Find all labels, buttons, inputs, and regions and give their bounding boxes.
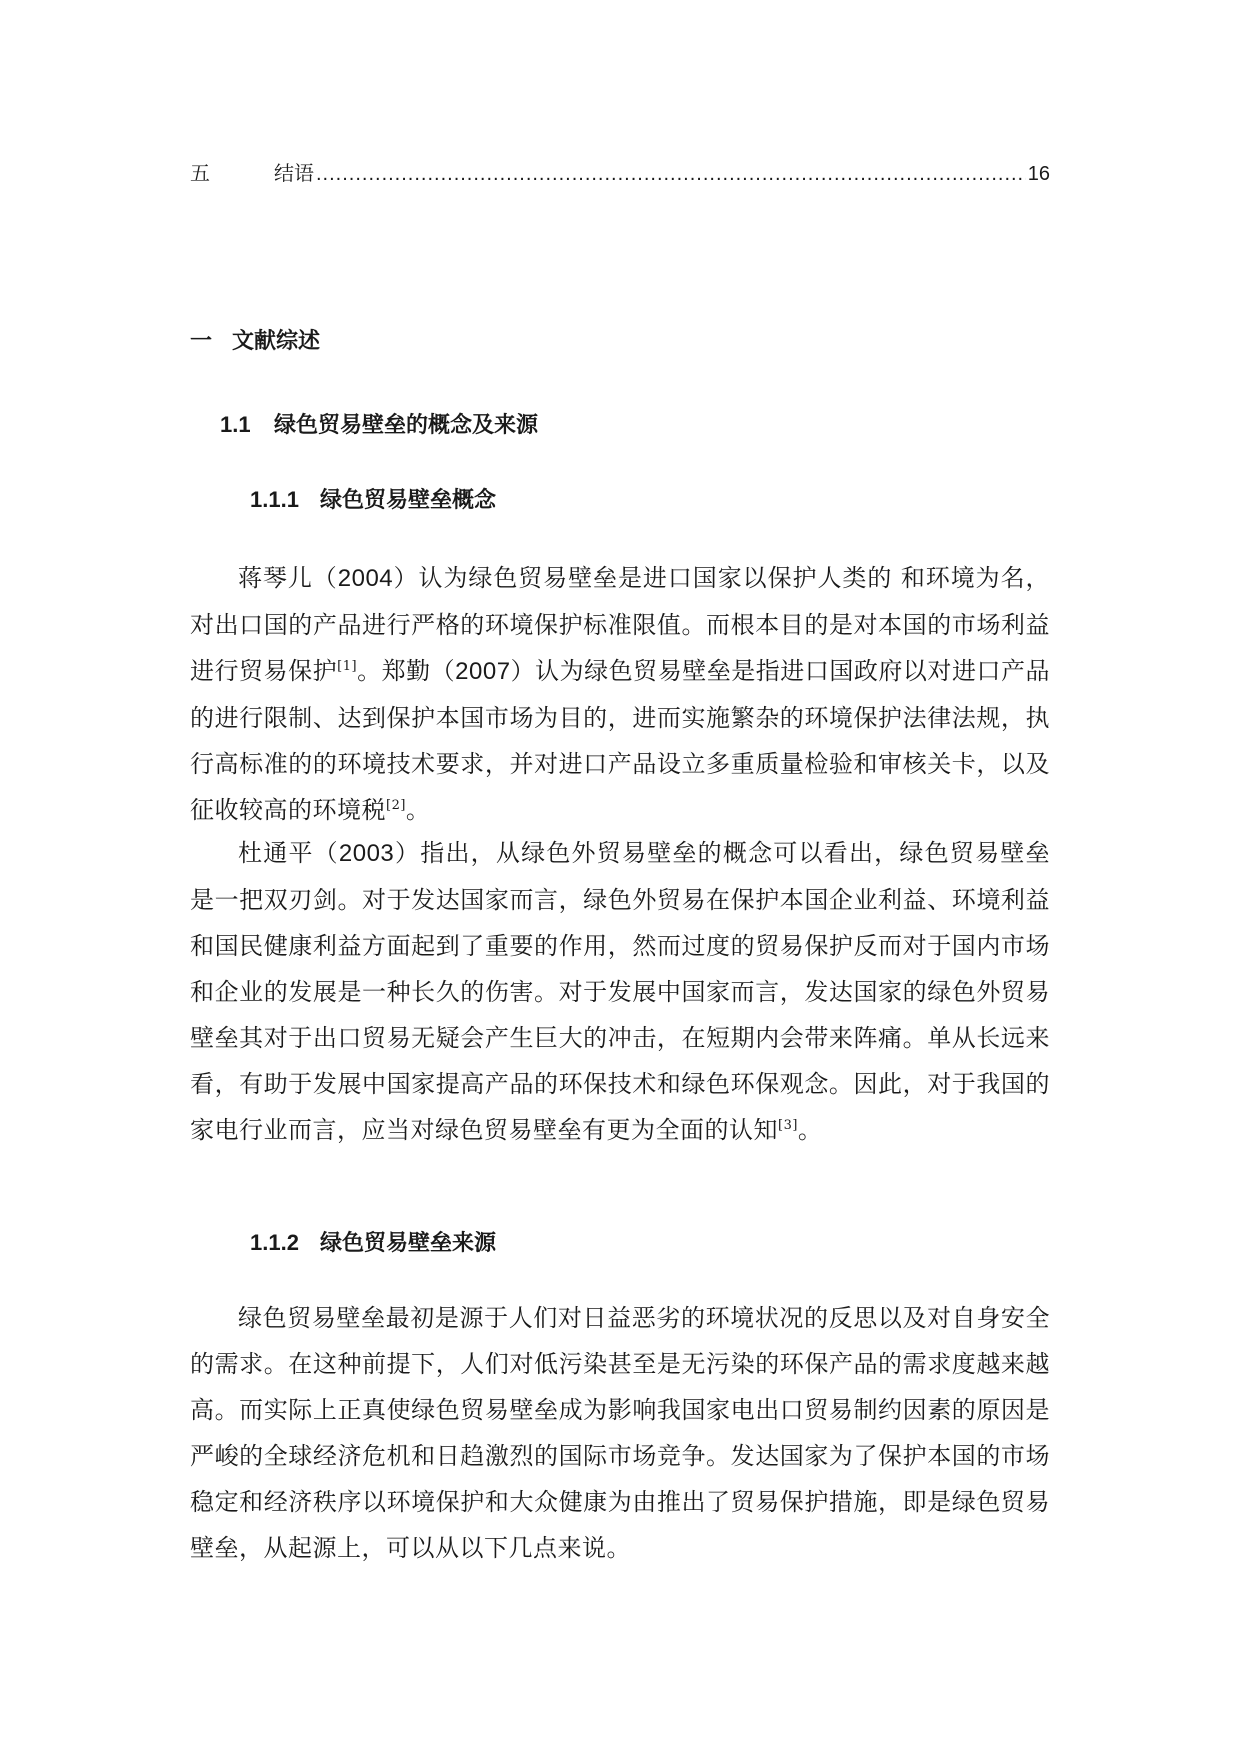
- paragraph: 蒋琴儿（2004）认为绿色贸易壁垒是进口国家以保护人类的 和环境为名，对出口国的产品进行严格的环境保护标准限值。而根本目的是对本国的市场利益进行贸易保护[1]。郑勤（2007）认为绿色贸易壁垒是指进口国政府以对进口产品的进行限制、达到保护本国市场为目的，进而实施繁杂的环境保护法律法规，执行高标准的的环境技术要求，并对进口产品设立多重质量检验和审核关卡，以及征收较高的环境税[2]。: [190, 564, 1051, 824]
- heading-section-1-1: [220, 408, 538, 439]
- heading-number: 1.1: [220, 412, 251, 437]
- toc-leader-dots: [316, 163, 1026, 186]
- paragraph: 绿色贸易壁垒最初是源于人们对日益恶劣的环境状况的反思以及对自身安全的需求。在这种前提下，人们对低污染甚至是无污染的环保产品的需求度越来越高。而实际上正真使绿色贸易壁垒成为影响我国家电出口贸易制约因素的原因是严峻的全球经济危机和日趋激烈的国际市场竞争。发达国家为了保护本国的市场稳定和经济秩序以环境保护和大众健康为由推出了贸易保护措施，即是绿色贸易壁垒，从起源上，可以从以下几点来说。: [190, 1304, 1050, 1562]
- heading-section-1: [190, 324, 320, 355]
- toc-entry-number: 五: [190, 161, 210, 185]
- paragraph: 杜通平（2003）指出，从绿色外贸易壁垒的概念可以看出，绿色贸易壁垒是一把双刃剑。对于发达国家而言，绿色外贸易在保护本国企业利益、环境利益和国民健康利益方面起到了重要的作用，然而过度的贸易保护反而对于国内市场和企业的发展是一种长久的伤害。对于发展中国家而言，发达国家的绿色外贸易壁垒其对于出口贸易无疑会产生巨大的冲击，在短期内会带来阵痛。单从长远来看，有助于发展中国家提高产品的环保技术和绿色环保观念。因此，对于我国的家电行业而言，应当对绿色贸易壁垒有更为全面的认知[3]。: [190, 839, 1051, 1144]
- heading-number: 1.1.2: [250, 1230, 299, 1255]
- citation-ref[interactable]: [1]: [337, 659, 358, 674]
- heading-number: 1.1.1: [250, 487, 299, 512]
- toc-entry[interactable]: [190, 150, 1050, 186]
- citation-ref[interactable]: [2]: [386, 798, 406, 813]
- citation-ref[interactable]: [3]: [778, 1118, 798, 1133]
- toc-entry-page: 16: [1027, 163, 1050, 185]
- toc-entry-title: 结语: [274, 161, 314, 185]
- heading-title: 绿色贸易壁垒来源: [320, 1231, 497, 1256]
- heading-section-1-1-1: [250, 483, 496, 514]
- heading-number: 一: [190, 329, 213, 354]
- heading-title: 文献综述: [232, 329, 321, 354]
- heading-title: 绿色贸易壁垒概念: [320, 488, 497, 513]
- heading-title: 绿色贸易壁垒的概念及来源: [274, 413, 539, 438]
- heading-section-1-1-2: [250, 1226, 496, 1257]
